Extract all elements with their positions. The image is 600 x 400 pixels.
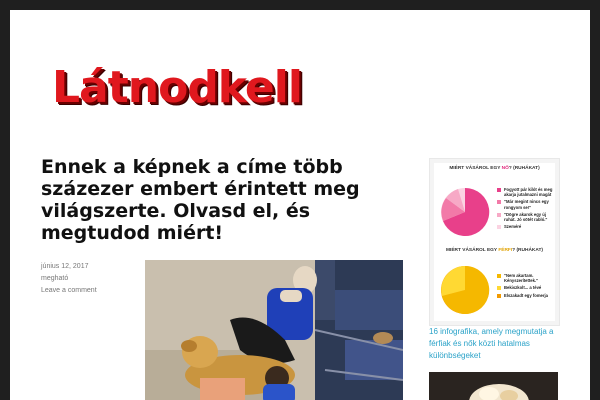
women-legend <box>497 187 557 231</box>
legend-item: "Már megint nincs egy rongyom se!" <box>497 199 557 209</box>
legend-item: "Dögre akarok egy új ruhát. Jó sötét rabló." <box>497 212 557 222</box>
legend-item: Fogyott pár kilót és meg akarja jutalmazni magát <box>497 187 557 197</box>
sidebar-thumbnail[interactable] <box>429 372 558 400</box>
sidebar-infographic-widget[interactable] <box>429 158 560 326</box>
article-title[interactable]: Ennek a képnek a címe több százezer embert érintett meg világszerte. Olvasd el, és megtudod miért! <box>41 156 360 244</box>
men-legend <box>497 273 557 300</box>
comment-link[interactable]: Leave a comment <box>41 287 97 294</box>
infographic-heading-men: MIÉRT VÁSÁROL EGY FÉRFI? (RUHÁKAT) <box>445 248 544 253</box>
featured-image[interactable] <box>145 260 403 400</box>
legend-item: Szeméré <box>497 224 557 229</box>
post-date[interactable]: június 12, 2017 <box>41 263 89 270</box>
infographic-heading-women: MIÉRT VÁSÁROL EGY NŐ? (RUHÁKAT) <box>449 166 540 171</box>
men-pie-chart <box>440 265 490 315</box>
women-pie-chart <box>440 187 490 237</box>
site-logo[interactable]: Látnodkell <box>52 62 302 113</box>
thumbnail-graphic <box>429 372 558 400</box>
legend-item: Elszakadt egy fomerja <box>497 293 557 298</box>
featured-photo-graphic <box>145 260 403 400</box>
article-meta <box>41 261 97 297</box>
sidebar-post-link[interactable]: 16 infografika, amely megmutatja a férfiak és nők közti hatalmas különbségeket <box>429 327 554 360</box>
legend-item: "Nem akartam. Kényszerítettek." <box>497 273 557 283</box>
post-category[interactable]: megható <box>41 275 69 282</box>
page <box>10 10 590 400</box>
legend-item: Bekiszkolt... a tévé <box>497 285 557 290</box>
infographic-card <box>434 163 555 321</box>
